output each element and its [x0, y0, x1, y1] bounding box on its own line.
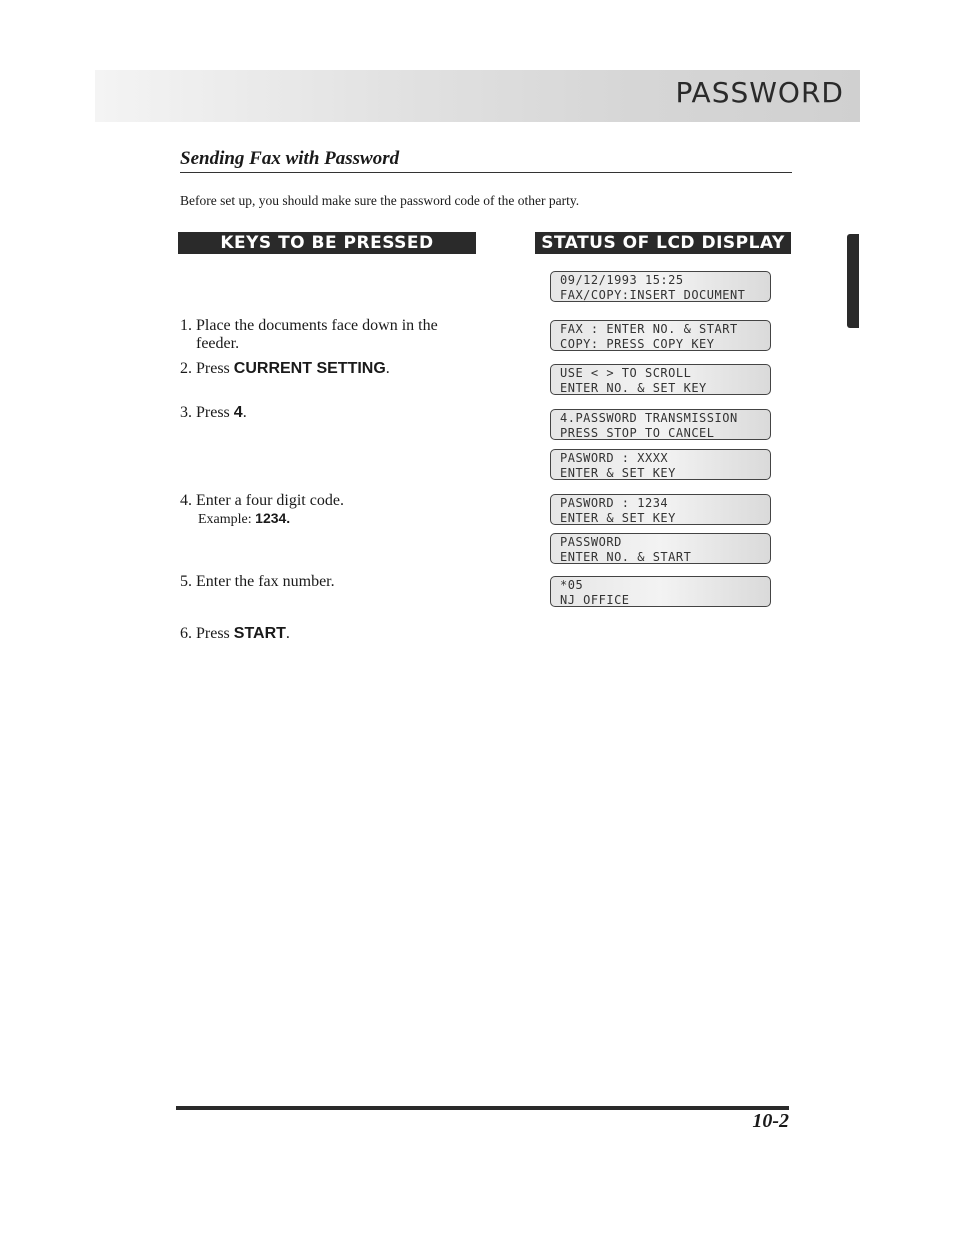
lcd-display-5 [550, 449, 771, 480]
step-1 [180, 317, 438, 353]
step-4 [180, 492, 344, 510]
lcd-line-1: *05 [560, 578, 584, 592]
lcd-line-2: ENTER & SET KEY [560, 511, 676, 525]
step-text: Press [196, 360, 234, 377]
step-text: Press [196, 404, 234, 421]
step-punctuation: . [242, 404, 247, 421]
step-punctuation: . [385, 360, 390, 377]
lcd-display-1 [550, 271, 771, 302]
lcd-display-2 [550, 320, 771, 351]
step-number: 5. [180, 573, 192, 590]
step-text: Enter a four digit code. [196, 492, 344, 509]
lcd-line-2: PRESS STOP TO CANCEL [560, 426, 715, 440]
lcd-line-2: ENTER NO. & START [560, 550, 692, 564]
chapter-title: PASSWORD [675, 76, 844, 109]
step-number: 3. [180, 404, 192, 421]
example-value: 1234. [255, 510, 291, 526]
step-number: 6. [180, 625, 192, 642]
step-punctuation: . [285, 625, 290, 642]
lcd-display-6 [550, 494, 771, 525]
key-name: 4 [233, 404, 243, 421]
footer-divider [176, 1106, 789, 1110]
step-2 [180, 360, 390, 378]
step-number: 1. [180, 317, 192, 334]
key-name: START [233, 625, 286, 642]
section-divider [180, 172, 792, 173]
chapter-thumb-tab [847, 234, 859, 328]
example-label: Example: [198, 512, 256, 527]
step-text: Press [196, 625, 234, 642]
lcd-line-1: PASWORD : 1234 [560, 496, 669, 510]
lcd-line-2: NJ OFFICE [560, 593, 630, 607]
lcd-line-1: FAX : ENTER NO. & START [560, 322, 738, 336]
section-title: Sending Fax with Password [180, 148, 400, 169]
step-text: Place the documents face down in the [196, 317, 438, 334]
step-text: Enter the fax number. [196, 573, 335, 590]
step-text-continued: feeder. [196, 335, 240, 352]
lcd-display-8 [550, 576, 771, 607]
lcd-display-4 [550, 409, 771, 440]
lcd-line-2: COPY: PRESS COPY KEY [560, 337, 715, 351]
lcd-line-1: 4.PASSWORD TRANSMISSION [560, 411, 738, 425]
step-6 [180, 625, 290, 643]
step-number: 4. [180, 492, 192, 509]
step-3 [180, 404, 247, 422]
keys-column-header: KEYS TO BE PRESSED [178, 232, 476, 254]
step-4-example [198, 510, 290, 528]
lcd-line-1: USE < > TO SCROLL [560, 366, 692, 380]
page-number: 10-2 [752, 1110, 789, 1132]
intro-paragraph: Before set up, you should make sure the password code of the other party. [180, 193, 580, 208]
step-5 [180, 573, 335, 591]
step-number: 2. [180, 360, 192, 377]
status-column-header: STATUS OF LCD DISPLAY [535, 232, 791, 254]
lcd-line-2: FAX/COPY:INSERT DOCUMENT [560, 288, 746, 302]
lcd-line-2: ENTER NO. & SET KEY [560, 381, 707, 395]
lcd-display-3 [550, 364, 771, 395]
key-name: CURRENT SETTING [233, 360, 386, 377]
lcd-line-1: PASSWORD [560, 535, 622, 549]
lcd-line-1: PASWORD : XXXX [560, 451, 669, 465]
lcd-display-7 [550, 533, 771, 564]
lcd-line-1: 09/12/1993 15:25 [560, 273, 684, 287]
lcd-line-2: ENTER & SET KEY [560, 466, 676, 480]
